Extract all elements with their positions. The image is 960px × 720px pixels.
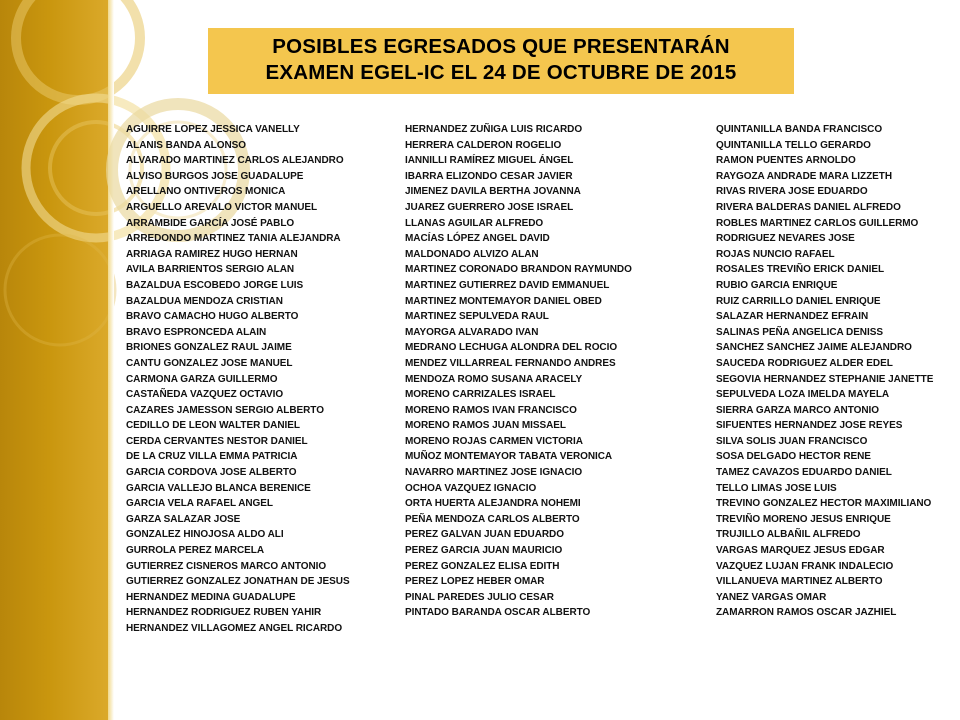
list-item: MARTINEZ SEPULVEDA RAUL [405,311,549,323]
list-item: QUINTANILLA TELLO GERARDO [716,139,871,151]
list-item: JUAREZ GUERRERO JOSE ISRAEL [405,201,574,213]
list-item: IBARRA ELIZONDO CESAR JAVIER [405,170,573,182]
list-item: MALDONADO ALVIZO ALAN [405,248,539,260]
list-item: SOSA DELGADO HECTOR RENE [716,451,871,463]
list-item: MORENO RAMOS IVAN FRANCISCO [405,404,577,416]
list-item: RAMON PUENTES ARNOLDO [716,155,856,167]
list-item: GUTIERREZ GONZALEZ JONATHAN DE JESUS [126,576,350,588]
list-item: HERNANDEZ VILLAGOMEZ ANGEL RICARDO [126,623,343,634]
list-item: ROSALES TREVIÑO ERICK DANIEL [716,264,885,276]
list-item: HERNANDEZ ZUÑIGA LUIS RICARDO [405,124,583,135]
list-item: BRAVO CAMACHO HUGO ALBERTO [126,311,299,323]
title-banner [208,28,794,94]
list-item: SEGOVIA HERNANDEZ STEPHANIE JANETTE [716,373,934,385]
list-item: MEDRANO LECHUGA ALONDRA DEL ROCIO [405,342,618,354]
list-item: LLANAS AGUILAR ALFREDO [405,217,544,229]
list-item: MENDEZ VILLARREAL FERNANDO ANDRES [405,357,616,369]
list-item: GARCIA CORDOVA JOSE ALBERTO [126,467,297,479]
list-item: SILVA SOLIS JUAN FRANCISCO [716,435,868,447]
list-item: ROJAS NUNCIO RAFAEL [716,248,835,260]
list-item: SANCHEZ SANCHEZ JAIME ALEJANDRO [716,342,912,354]
decorative-rings-graphic [0,0,108,720]
list-item: BRAVO ESPRONCEDA ALAIN [126,326,267,338]
list-item: CARMONA GARZA GUILLERMO [126,373,278,385]
list-item: BAZALDUA ESCOBEDO JORGE LUIS [126,279,304,291]
list-item: PINTADO BARANDA OSCAR ALBERTO [405,607,591,619]
list-item: RUBIO GARCIA ENRIQUE [716,279,838,291]
list-item: MORENO ROJAS CARMEN VICTORIA [405,435,583,447]
list-item: RODRIGUEZ NEVARES JOSE [716,233,855,245]
list-item: HERNANDEZ RODRIGUEZ RUBEN YAHIR [126,607,322,619]
list-item: CANTU GONZALEZ JOSE MANUEL [126,357,293,369]
title-line-1: POSIBLES EGRESADOS QUE PRESENTARÁN [272,35,730,58]
names-column-1 [126,122,350,637]
list-item: ARELLANO ONTIVEROS MONICA [126,186,286,198]
list-item: BAZALDUA MENDOZA CRISTIAN [126,295,283,307]
list-item: VAZQUEZ LUJAN FRANK INDALECIO [716,560,894,572]
list-item: PEREZ GALVAN JUAN EDUARDO [405,529,564,541]
list-item: ARGUELLO AREVALO VICTOR MANUEL [126,201,318,213]
list-item: PINAL PAREDES JULIO CESAR [405,591,554,603]
list-item: CEDILLO DE LEON WALTER DANIEL [126,420,300,432]
list-item: TREVIÑO MORENO JESUS ENRIQUE [716,513,891,525]
list-item: PEREZ GONZALEZ ELISA EDITH [405,560,560,572]
list-item: MARTINEZ MONTEMAYOR DANIEL OBED [405,295,602,307]
list-item: SALAZAR HERNANDEZ EFRAIN [716,311,869,323]
list-item: SIERRA GARZA MARCO ANTONIO [716,404,879,416]
list-item: TELLO LIMAS JOSE LUIS [716,482,837,494]
list-item: PEÑA MENDOZA CARLOS ALBERTO [405,513,580,525]
list-item: ARRAMBIDE GARCÍA JOSÉ PABLO [126,217,295,229]
list-item: MENDOZA ROMO SUSANA ARACELY [405,373,583,385]
list-item: MAYORGA ALVARADO IVAN [405,326,539,338]
list-item: MARTINEZ CORONADO BRANDON RAYMUNDO [405,264,632,276]
list-item: MORENO RAMOS JUAN MISSAEL [405,420,566,432]
list-item: MACÍAS LÓPEZ ANGEL DAVID [405,233,550,245]
list-item: AVILA BARRIENTOS SERGIO ALAN [126,264,295,276]
list-item: DE LA CRUZ VILLA EMMA PATRICIA [126,451,298,463]
list-item: CASTAÑEDA VAZQUEZ OCTAVIO [126,389,284,401]
list-item: PEREZ GARCIA JUAN MAURICIO [405,545,563,557]
list-item: ALANIS BANDA ALONSO [126,139,246,151]
list-item: RIVAS RIVERA JOSE EDUARDO [716,186,868,198]
list-item: BRIONES GONZALEZ RAUL JAIME [126,342,292,354]
list-item: CAZARES JAMESSON SERGIO ALBERTO [126,404,324,416]
list-item: AGUIRRE LOPEZ JESSICA VANELLY [126,124,300,135]
list-item: HERRERA CALDERON ROGELIO [405,139,562,151]
list-item: TAMEZ CAVAZOS EDUARDO DANIEL [716,467,892,479]
list-item: MORENO CARRIZALES ISRAEL [405,389,556,401]
list-item: IANNILLI RAMÍREZ MIGUEL ÁNGEL [405,155,574,167]
list-item: YANEZ VARGAS OMAR [716,591,827,603]
list-item: NAVARRO MARTINEZ JOSE IGNACIO [405,467,583,479]
list-item: VARGAS MARQUEZ JESUS EDGAR [716,545,885,557]
list-item: QUINTANILLA BANDA FRANCISCO [716,124,883,135]
list-item: GARCIA VELA RAFAEL ANGEL [126,498,273,510]
list-item: GURROLA PEREZ MARCELA [126,545,265,557]
side-band-edge [108,0,114,720]
list-item: ROBLES MARTINEZ CARLOS GUILLERMO [716,217,919,229]
list-item: RIVERA BALDERAS DANIEL ALFREDO [716,201,901,213]
list-item: ORTA HUERTA ALEJANDRA NOHEMI [405,498,581,510]
list-item: GARZA SALAZAR JOSE [126,513,241,525]
list-item: JIMENEZ DAVILA BERTHA JOVANNA [405,186,581,198]
list-item: VILLANUEVA MARTINEZ ALBERTO [716,576,883,588]
list-item: TRUJILLO ALBAÑIL ALFREDO [716,529,861,541]
list-item: ALVISO BURGOS JOSE GUADALUPE [126,170,304,182]
list-item: MARTINEZ GUTIERREZ DAVID EMMANUEL [405,279,610,291]
list-item: ARREDONDO MARTINEZ TANIA ALEJANDRA [126,233,341,245]
list-item: MUÑOZ MONTEMAYOR TABATA VERONICA [405,451,613,463]
list-item: ZAMARRON RAMOS OSCAR JAZHIEL [716,607,897,619]
list-item: SAUCEDA RODRIGUEZ ALDER EDEL [716,357,893,369]
decorative-side-band [0,0,108,720]
list-item: GONZALEZ HINOJOSA ALDO ALI [126,529,284,541]
list-item: ARRIAGA RAMIREZ HUGO HERNAN [126,248,298,260]
list-item: SIFUENTES HERNANDEZ JOSE REYES [716,420,903,432]
list-item: ALVARADO MARTINEZ CARLOS ALEJANDRO [126,155,344,167]
list-item: PEREZ LOPEZ HEBER OMAR [405,576,545,588]
list-item: SALINAS PEÑA ANGELICA DENISS [716,326,883,338]
names-column-2 [405,122,632,621]
names-column-3 [716,122,933,621]
list-item: CERDA CERVANTES NESTOR DANIEL [126,435,308,447]
list-item: HERNANDEZ MEDINA GUADALUPE [126,591,296,603]
list-item: TREVINO GONZALEZ HECTOR MAXIMILIANO [716,498,932,510]
title-line-2: EXAMEN EGEL-IC EL 24 DE OCTUBRE DE 2015 [265,61,737,84]
list-item: RAYGOZA ANDRADE MARA LIZZETH [716,170,893,182]
list-item: OCHOA VAZQUEZ IGNACIO [405,482,537,494]
list-item: SEPULVEDA LOZA IMELDA MAYELA [716,389,890,401]
list-item: GARCIA VALLEJO BLANCA BERENICE [126,482,311,494]
list-item: RUIZ CARRILLO DANIEL ENRIQUE [716,295,881,307]
list-item: GUTIERREZ CISNEROS MARCO ANTONIO [126,560,327,572]
